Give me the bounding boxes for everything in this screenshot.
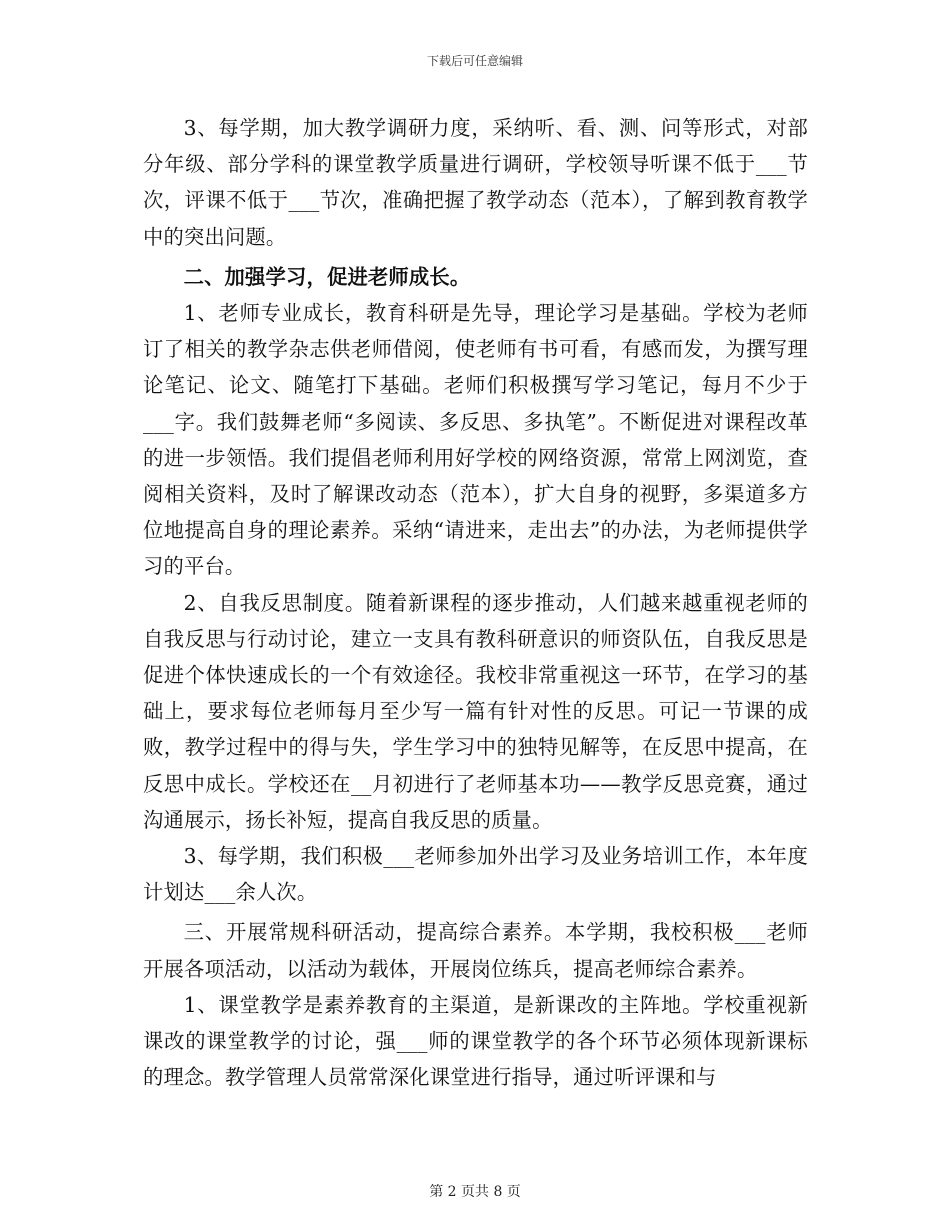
paragraph-external-training: 3、每学期，我们积极___老师参加外出学习及业务培训工作，本年度计划达___余人次。 (143, 844, 808, 905)
paragraph-routine-research: 三、开展常规科研活动，提高综合素养。本学期，我校积极___老师开展各项活动，以活动为载体，开展岗位练兵，提高老师综合素养。 (143, 920, 808, 981)
paragraph-professional-growth: 1、老师专业成长，教育科研是先导，理论学习是基础。学校为老师订了相关的教学杂志供老师借阅，使老师有书可看，有感而发，为撰写理论笔记、论文、随笔打下基础。老师们积极撰写学习笔记，每月不少于___字。我们鼓舞老师“多阅读、多反思、多执笔”。不断促进对课程改革的进一步领悟。我们提倡老师利用好学校的网络资源，常常上网浏览，查阅相关资料，及时了解课改动态（范本），扩大自身的视野，多渠道多方位地提高自身的理论素养。采纳“请进来，走出去”的办法，为老师提供学习的平台。 (143, 301, 808, 579)
paragraph-teaching-research: 3、每学期，加大教学调研力度，采纳听、看、测、问等形式，对部分年级、部分学科的课堂教学质量进行调研，学校领导听课不低于___节次，评课不低于___节次，准确把握了教学动态（范本），了解到教育教学中的突出问题。 (143, 116, 808, 249)
document-body (143, 110, 808, 1095)
page-header: 下载后可任意编辑 (426, 54, 523, 68)
paragraph-classroom-teaching: 1、课堂教学是素养教育的主渠道，是新课改的主阵地。学校重视新课改的课堂教学的讨论，强___师的课堂教学的各个环节必须体现新课标的理念。教学管理人员常常深化课堂进行指导，通过听评课和与 (143, 992, 808, 1090)
paragraph-self-reflection: 2、自我反思制度。随着新课程的逐步推动，人们越来越重视老师的自我反思与行动讨论，建立一支具有教科研意识的师资队伍，自我反思是促进个体快速成长的一个有效途径。我校非常重视这一环节，在学习的基础上，要求每位老师每月至少写一篇有针对性的反思。可记一节课的成败，教学过程中的得与失，学生学习中的独特见解等，在反思中提高，在反思中成长。学校还在__月初进行了老师基本功——教学反思竞赛，通过沟通展示，扬长补短，提高自我反思的质量。 (143, 590, 808, 832)
page-number: 第 2 页共 8 页 (429, 1184, 521, 1200)
section-heading-learning: 二、加强学习，促进老师成长。 (183, 264, 471, 289)
